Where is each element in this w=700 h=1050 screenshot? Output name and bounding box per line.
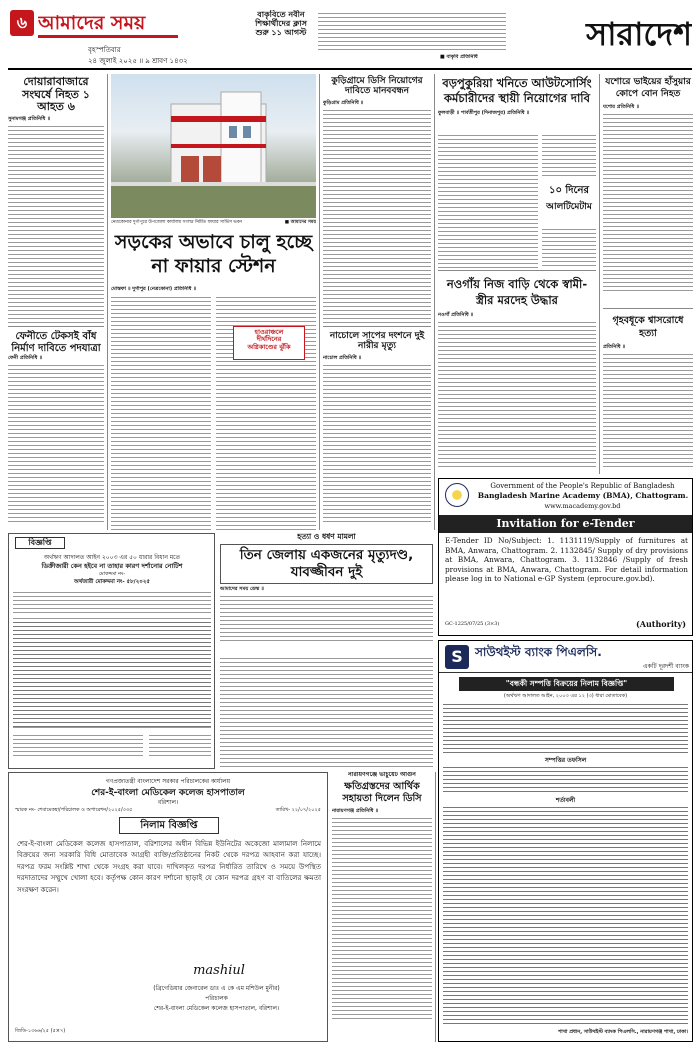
body-text bbox=[323, 107, 431, 324]
headline: তিন জেলায় একজনের মৃত্যুদণ্ড, যাবজ্জীবন দুই bbox=[220, 544, 433, 584]
teaser-line-1: বাকৃবিতে নবীন bbox=[257, 10, 305, 19]
column-divider bbox=[599, 74, 600, 474]
pullquote-line-3: অগ্নিকাণ্ডের ঝুঁকি bbox=[247, 342, 291, 351]
bank-intro bbox=[443, 701, 688, 753]
teaser-body bbox=[318, 10, 506, 52]
teaser-box bbox=[250, 10, 312, 58]
bank-signature: শাখা প্রধান, সাউথইস্ট ব্যাংক পিএলসি., নারায়ণগঞ্জ শাখা, ঢাকা। bbox=[558, 1029, 688, 1035]
bank-terms-list bbox=[443, 804, 688, 1026]
issue-date: ২৪ জুলাই ২০২৫ ॥ ৯ শ্রাবণ ১৪৩২ bbox=[88, 57, 188, 65]
article-narayanganj bbox=[332, 772, 432, 1042]
byline: মোস্তফা ॥ দুর্গাপুর (নেত্রকোনা) প্রতিনিধি ॥ bbox=[111, 286, 197, 292]
org-name: Bangladesh Marine Academy (BMA), Chattogram. bbox=[477, 491, 689, 500]
notice-defendant-list bbox=[13, 618, 211, 728]
article-housewife bbox=[603, 312, 693, 474]
ultimatum-line-2: আলটিমেটাম bbox=[546, 202, 592, 212]
masthead bbox=[0, 0, 700, 72]
body-text bbox=[323, 362, 431, 522]
nilam-title: নিলাম বিজ্ঞপ্তি bbox=[119, 817, 219, 834]
headline: নাচোলে সাপের দংশনে দুই নারীর মৃত্যু bbox=[329, 331, 425, 352]
nilam-sign-title: পরিচালক bbox=[205, 995, 228, 1002]
death-sentence-continued bbox=[220, 655, 433, 767]
org-url[interactable]: www.macademy.gov.bd bbox=[544, 502, 621, 510]
byline: নওগাঁ প্রতিনিধি ॥ bbox=[438, 312, 474, 318]
body-text bbox=[603, 351, 693, 469]
teaser-credit: ■ বাকৃবি প্রতিনিধি bbox=[440, 54, 478, 60]
byline: সুনামগঞ্জ প্রতিনিধি ॥ bbox=[8, 115, 50, 122]
bank-name: সাউথইস্ট ব্যাংক পিএলসি. bbox=[475, 645, 602, 659]
body-text bbox=[8, 123, 104, 324]
teaser-line-3: শুরু ১১ আগস্ট bbox=[255, 28, 307, 38]
headline: বড়পুকুরিয়া খনিতে আউটসোর্সিং কর্মচারীদের স্থায়ী নিয়োগের দাবি bbox=[442, 76, 592, 105]
fire-station-building bbox=[111, 74, 316, 218]
headline: ক্ষতিগ্রস্তদের আর্থিক সহায়তা দিলেন ডিসি bbox=[342, 780, 422, 804]
divider bbox=[323, 326, 431, 327]
article-death-sentence bbox=[220, 533, 433, 653]
body-text bbox=[220, 593, 433, 641]
headline: সড়কের অভাবে চালু হচ্ছে না ফায়ার স্টেশন bbox=[114, 231, 313, 277]
kicker: নারায়ণগঞ্জে ভার্চুয়েট আগুন bbox=[348, 772, 416, 778]
column-divider bbox=[435, 772, 436, 1042]
tender-body: E-Tender ID No/Subject: 1. 1131119/Supply of furnitures at BMA, Anwara, Chattogram. 2. 1132845/ Supply of dry provisions at BMA, Anwara, Chattogram. 3. 1132846 /Supply of fresh provisions at BMA, Anwara, Chattogram. For detail information please log in to National e-GP System (eprocure.gov.bd). bbox=[445, 536, 688, 584]
body-col-2 bbox=[542, 132, 596, 178]
notice-footer-text bbox=[13, 732, 143, 756]
pullquote-line-1: হাওরাঞ্চলে bbox=[254, 328, 284, 336]
article-kurigram bbox=[323, 74, 431, 324]
fire-station-photo bbox=[111, 74, 316, 218]
nilam-memo-date: তারিখ- ২২/০৭/২০২৫ bbox=[275, 807, 321, 813]
ad-bma-etender bbox=[438, 478, 693, 636]
pullquote-box bbox=[233, 326, 305, 360]
notice-line-3: মোকদ্দমা নং- bbox=[98, 571, 126, 577]
article-feni bbox=[8, 330, 104, 530]
headline: কুড়িগ্রামে ডিসি নিয়োগের দাবিতে মানববন্ধন bbox=[331, 76, 423, 97]
article-dowabazar bbox=[8, 74, 104, 324]
teaser-line-2: শিক্ষার্থীদের ক্লাস bbox=[255, 19, 307, 29]
nilam-header-3: বরিশাল। bbox=[157, 799, 179, 806]
nilam-sign-office: শের-ই-বাংলা মেডিকেল কলেজ হাসপাতাল, বরিশাল। bbox=[153, 1005, 280, 1012]
byline: নারায়ণগঞ্জ প্রতিনিধি ॥ bbox=[332, 807, 379, 814]
nilam-footer: জিডি-১৩৬৬/২৫ (৫×৭) bbox=[15, 1028, 66, 1034]
byline: প্রতিনিধি ॥ bbox=[603, 344, 626, 350]
article-fire-station-headline bbox=[111, 230, 316, 282]
byline: ফেনী প্রতিনিধি ॥ bbox=[8, 355, 42, 361]
article-naogaon bbox=[438, 274, 596, 474]
bank-property-schedule bbox=[443, 764, 688, 792]
article-jessore bbox=[603, 74, 693, 306]
column-divider bbox=[434, 74, 435, 530]
notice-body bbox=[13, 589, 211, 613]
nilam-header-2: শের-ই-বাংলা মেডিকেল কলেজ হাসপাতাল bbox=[91, 788, 245, 798]
bank-notice-title: "বন্ধকী সম্পত্তি বিক্রয়ের নিলাম বিজ্ঞপ্তি" bbox=[459, 677, 674, 691]
byline: ফুলবাড়ী ॥ পার্বতীপুর (দিনাজপুর) প্রতিনিধি ॥ bbox=[438, 110, 530, 116]
section-title: সারাদেশ bbox=[586, 15, 692, 53]
tender-ref: GC-1225/07/25 (3×3) bbox=[445, 621, 500, 627]
column-divider bbox=[319, 74, 320, 530]
bank-property-heading: সম্পত্তির তফসিল bbox=[544, 757, 587, 764]
body-col-1 bbox=[438, 132, 538, 268]
newspaper-logo: আমাদের সময় bbox=[38, 8, 178, 38]
headline: নওগাঁয় নিজ বাড়ি থেকে স্বামী-স্ত্রীর মরদেহ উদ্ধার bbox=[446, 277, 588, 307]
byline: যশোর প্রতিনিধি ॥ bbox=[603, 104, 639, 110]
ad-nilam-notice bbox=[8, 772, 328, 1042]
nilam-sign-name: (ব্রিগেডিয়ার জেনারেল ডাঃ এ কে এম মশিউল মুনীর) bbox=[153, 985, 280, 992]
headline: যশোরে ভাইয়ের হাঁসুয়ার কোপে বোন নিহত bbox=[605, 77, 691, 99]
nilam-memo: স্মারক নং- শেবামেকহা/পরিচালক ও অপারেশন/২০২৫/৩৩৫ bbox=[15, 807, 133, 813]
notice-line-2: ডিক্রীজারী কেন হইবে না তাহার কারণ দর্শানোর নোটিশ bbox=[41, 562, 183, 570]
gov-line: Government of the People's Republic of Bangladesh bbox=[490, 482, 675, 490]
ultimatum-line-1: ১০ দিনের bbox=[548, 185, 590, 196]
body-col-1 bbox=[111, 294, 211, 530]
divider bbox=[603, 308, 693, 309]
article-nachol bbox=[323, 330, 431, 530]
issue-day: বৃহস্পতিবার bbox=[88, 46, 121, 54]
bank-tagline: একটি দূরদর্শী ব্যাংক bbox=[642, 663, 689, 670]
bma-emblem-icon bbox=[445, 483, 469, 507]
kicker: হত্যা ও ধর্ষণ মামলা bbox=[297, 533, 356, 541]
nilam-signature-script: mashiul bbox=[193, 963, 245, 978]
divider bbox=[438, 270, 596, 271]
masthead-rule bbox=[8, 68, 692, 70]
headline: দোয়ারাবাজারে সংঘর্ষে নিহত ১ আহত ৬ bbox=[22, 75, 90, 114]
bank-logo-icon: S bbox=[445, 645, 469, 669]
body-text bbox=[8, 362, 104, 522]
body-col-2b bbox=[542, 226, 596, 268]
pullquote-line-2: দীর্ঘদিনের bbox=[256, 335, 282, 344]
ad-legal-notice bbox=[8, 533, 215, 769]
notice-signature bbox=[149, 732, 211, 756]
tender-title: Invitation for e-Tender bbox=[439, 515, 692, 533]
column-divider bbox=[107, 74, 108, 530]
divider bbox=[8, 326, 104, 327]
body-text bbox=[603, 111, 693, 291]
ultimatum-box bbox=[542, 182, 596, 222]
notice-line-1: অর্থঋণ আদালত আইন ২০০৩ এর ৫০ ধারার বিধান মতে bbox=[43, 554, 181, 561]
page-number: ৬ bbox=[16, 13, 28, 32]
nilam-body: শের-ই-বাংলা মেডিকেল কলেজ হাসপাতাল, বরিশালের অধীন বিভিন্ন ইউনিটের অকেজো মালামাল নিলামে বিক্রয়ের জন্য সরকারি বিধি মোতাবেক আগ্রহী ব্যক্তি/প্রতিষ্ঠানের নিকট থেকে দরপত্র আহবান করা যাচ্ছে। দরপত্র ফরম সংশ্লিষ্ট শাখা থেকে সংগ্রহ করা যাবে। দাখিলকৃত দরপত্র নির্ধারিত তারিখে ও সময়ে উপস্থিত দরদাতাদের সম্মুখে খোলা হবে। কর্তৃপক্ষ কোন কারণ দর্শানো ছাড়াই যে কোন দরপত্র গ্রহণ বা বাতিলের ক্ষমতা সংরক্ষণ করেন। bbox=[17, 840, 321, 894]
nilam-header-1: গণপ্রজাতন্ত্রী বাংলাদেশ সরকার পরিচালকের কার্যালয় bbox=[105, 778, 231, 785]
notice-case-no: অর্থজারী মোকদ্দমা নং- ৫৮/২০২৫ bbox=[73, 579, 150, 585]
body-text bbox=[438, 319, 596, 469]
body-text bbox=[332, 815, 432, 1020]
headline: গৃহবধূকে শ্বাসরোধে হত্যা bbox=[612, 315, 684, 339]
bank-notice-subtitle: (অর্থঋণ আদালত আইন, ২০০৩ এর ১২ (৩) ধারা মোতাবেক) bbox=[503, 693, 628, 699]
article-barapukuria bbox=[438, 74, 596, 268]
byline: আমাদের সময় ডেস্ক ॥ bbox=[220, 585, 264, 592]
byline: নাচোল প্রতিনিধি ॥ bbox=[323, 354, 362, 361]
headline: ফেনীতে টেকসই বাঁধ নির্মাণ দাবিতে পদযাত্রা bbox=[11, 331, 101, 354]
tender-authority: (Authority) bbox=[635, 619, 686, 629]
notice-title: বিজ্ঞপ্তি bbox=[15, 537, 65, 549]
bank-terms-heading: শর্তাবলী bbox=[555, 797, 576, 804]
article-fire-station-body bbox=[111, 286, 316, 530]
bank-header bbox=[439, 641, 692, 673]
byline: কুড়িগ্রাম প্রতিনিধি ॥ bbox=[323, 99, 364, 106]
page-number-badge bbox=[10, 10, 34, 36]
ad-southeast-bank bbox=[438, 640, 693, 1042]
photo-caption: নেত্রকোনার দুর্গাপুরে উপজেলা কার্যালয় সংলগ্ন নির্মিত ফায়ার সার্ভিস ভবন ■ আমাদের সময় bbox=[111, 220, 316, 225]
bma-header bbox=[439, 479, 692, 513]
